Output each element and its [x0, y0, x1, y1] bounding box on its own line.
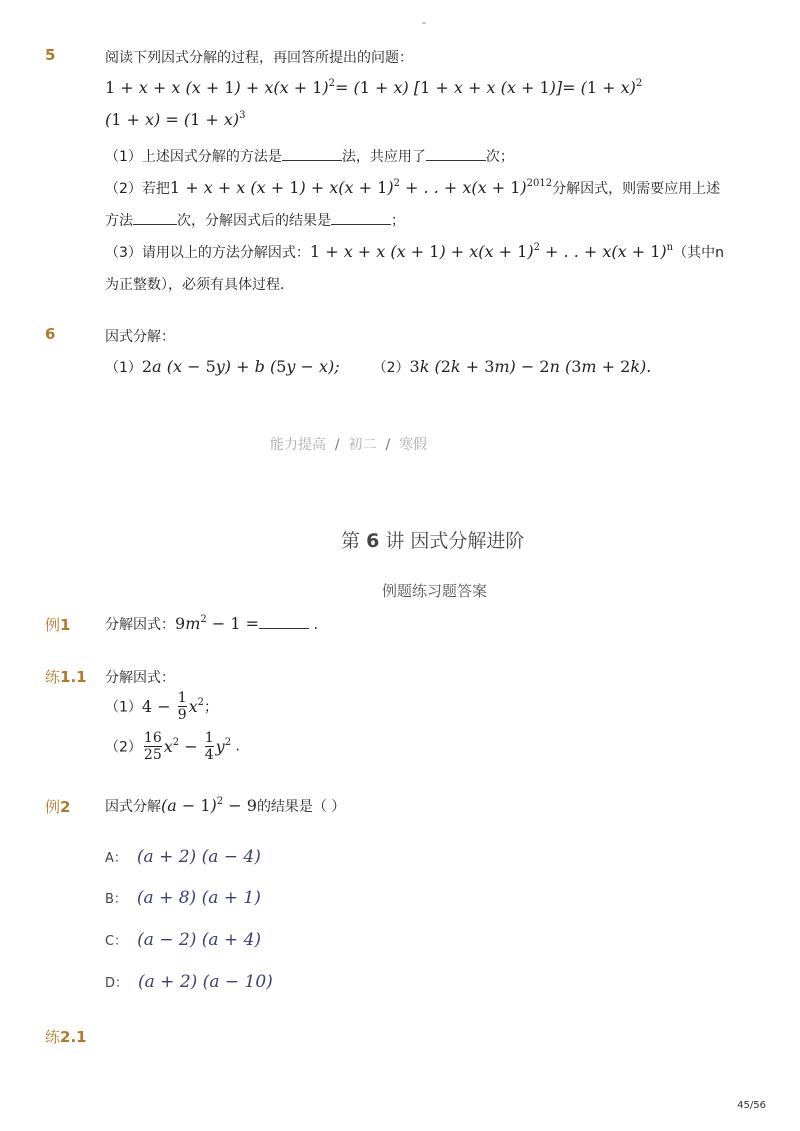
- q6-parts: （1）2a (x − 5y) + b (5y − x); （2）3k (2k + 3m) − 2n (3m + 2k).: [105, 357, 652, 376]
- q5-equation-line1: 1 + x + x $(x + 1) + x(x + 1)^2= (1 + x)$ [1 + x + x $(x + 1)]= (1 + x)^2$: [105, 78, 643, 97]
- answer-blank[interactable]: [426, 146, 486, 161]
- answer-blank[interactable]: [133, 210, 177, 225]
- page-footer-breadcrumb: 能力提高 / 初二 / 寒假: [270, 437, 428, 453]
- page-number: 45/56: [737, 1100, 766, 1111]
- option-a[interactable]: A： (a + 2) (a − 4): [105, 847, 261, 867]
- q6-intro: 因式分解：: [105, 329, 175, 345]
- q5-equation-line2: $(1 + x) = (1 + x)^3$: [105, 110, 246, 129]
- practice-1-1-part1: （1）4 − $\frac{1}{9}$ $x^2$；: [105, 690, 219, 723]
- example-2-text: 因式分解$(a - 1)^2 - 9$的结果是（ ）: [105, 796, 346, 815]
- q5-part3-line2: 为正整数），必须有具体过程．: [105, 277, 294, 293]
- practice-1-1-text: 分解因式：: [105, 670, 175, 686]
- q5-intro: 阅读下列因式分解的过程，再回答所提出的问题：: [105, 50, 413, 66]
- example-1-text: 分解因式：$9m^2 - 1$ = .: [105, 614, 318, 633]
- q5-part3: （3）请用以上的方法分解因式：1 + x + x $(x + 1) + x(x + 1)^2$ + . . + $x(x + 1)^n$（其中n: [105, 242, 724, 261]
- q5-part1: （1）上述因式分解的方法是 法，共应用了 次；: [105, 146, 514, 166]
- answer-blank[interactable]: [259, 614, 309, 629]
- option-c[interactable]: C： (a − 2) (a + 4): [105, 930, 262, 950]
- option-b[interactable]: B： (a + 8) (a + 1): [105, 888, 261, 908]
- question-number-5: 5: [45, 46, 56, 64]
- top-mark: -: [422, 16, 426, 29]
- answer-blank[interactable]: [331, 210, 391, 225]
- lecture-subtitle: 例题练习题答案: [382, 582, 488, 600]
- q5-part2-line2: 方法 次，分解因式后的结果是 ；: [105, 210, 405, 230]
- example-label-2: 例2: [45, 798, 71, 816]
- practice-label-2-1: 练2.1: [45, 1028, 87, 1046]
- practice-1-1-part2: （2） $\frac{16}{25}$ $x^2$ − $\frac{1}{4}$ $y^2$ .: [105, 730, 240, 763]
- option-d[interactable]: D： (a + 2) (a − 10): [105, 972, 273, 992]
- q5-part2: （2）若把1 + x + x $(x + 1) + x(x + 1)^2$ + . . + $x(x + 1)^{2012}$分解因式，则需要应用上述: [105, 178, 721, 197]
- answer-blank[interactable]: [282, 146, 342, 161]
- practice-label-1-1: 练1.1: [45, 668, 87, 686]
- lecture-title: 第 6 讲 因式分解进阶: [341, 530, 525, 552]
- example-label-1: 例1: [45, 616, 71, 634]
- question-number-6: 6: [45, 325, 56, 343]
